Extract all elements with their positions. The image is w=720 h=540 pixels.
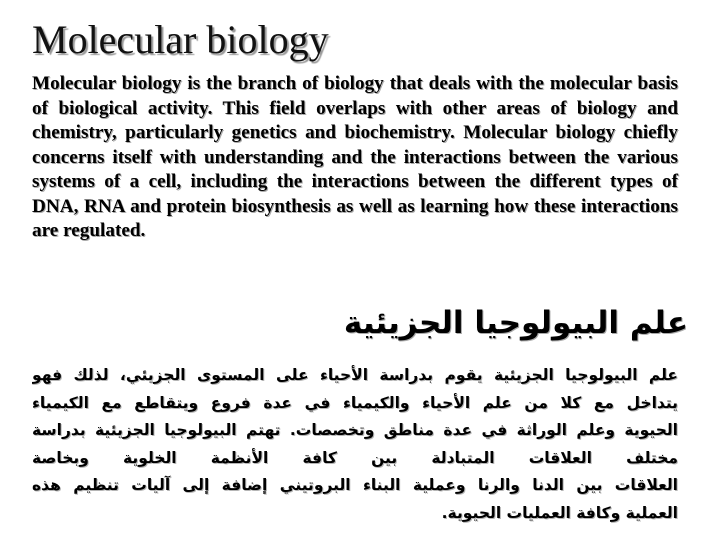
arabic-line: العملية وكافة العمليات الحيوية. (441, 503, 678, 522)
arabic-heading: علم البيولوجيا الجزيئية (343, 305, 688, 341)
arabic-line: يتداخل مع كلا من علم الأحياء والكيمياء في عدة فروع ويتقاطع مع الكيمياء (32, 393, 678, 412)
arabic-line: العلاقات بين الدنا والرنا وعملية البناء البروتيني إضافة إلى آليات تنظيم هذه (32, 476, 678, 494)
arabic-paragraph (32, 362, 678, 527)
slide-title: Molecular biology (32, 17, 329, 62)
english-paragraph: Molecular biology is the branch of biology that deals with the molecular basis of biological activity. This field overlaps with other areas of biology and chemistry, particularly genetics and biochemistry. Molecular biology chiefly concerns itself with understanding and the interactions between the various systems of a cell, including the interactions between the different types of DNA, RNA and protein biosynthesis as well as learning how these interactions are regulated. (32, 73, 678, 241)
arabic-line: علم البيولوجيا الجزيئية يقوم بدراسة الأحياء على المستوى الجزيئي، لذلك فهو (32, 366, 678, 384)
arabic-line: مختلف العلاقات المتبادلة بين كافة الأنظمة الخلوية وبخاصة (32, 448, 678, 467)
arabic-line: الحيوية وعلم الوراثة في عدة مناطق وتخصصات. تهتم البيولوجيا الجزيئية بدراسة (32, 421, 678, 439)
